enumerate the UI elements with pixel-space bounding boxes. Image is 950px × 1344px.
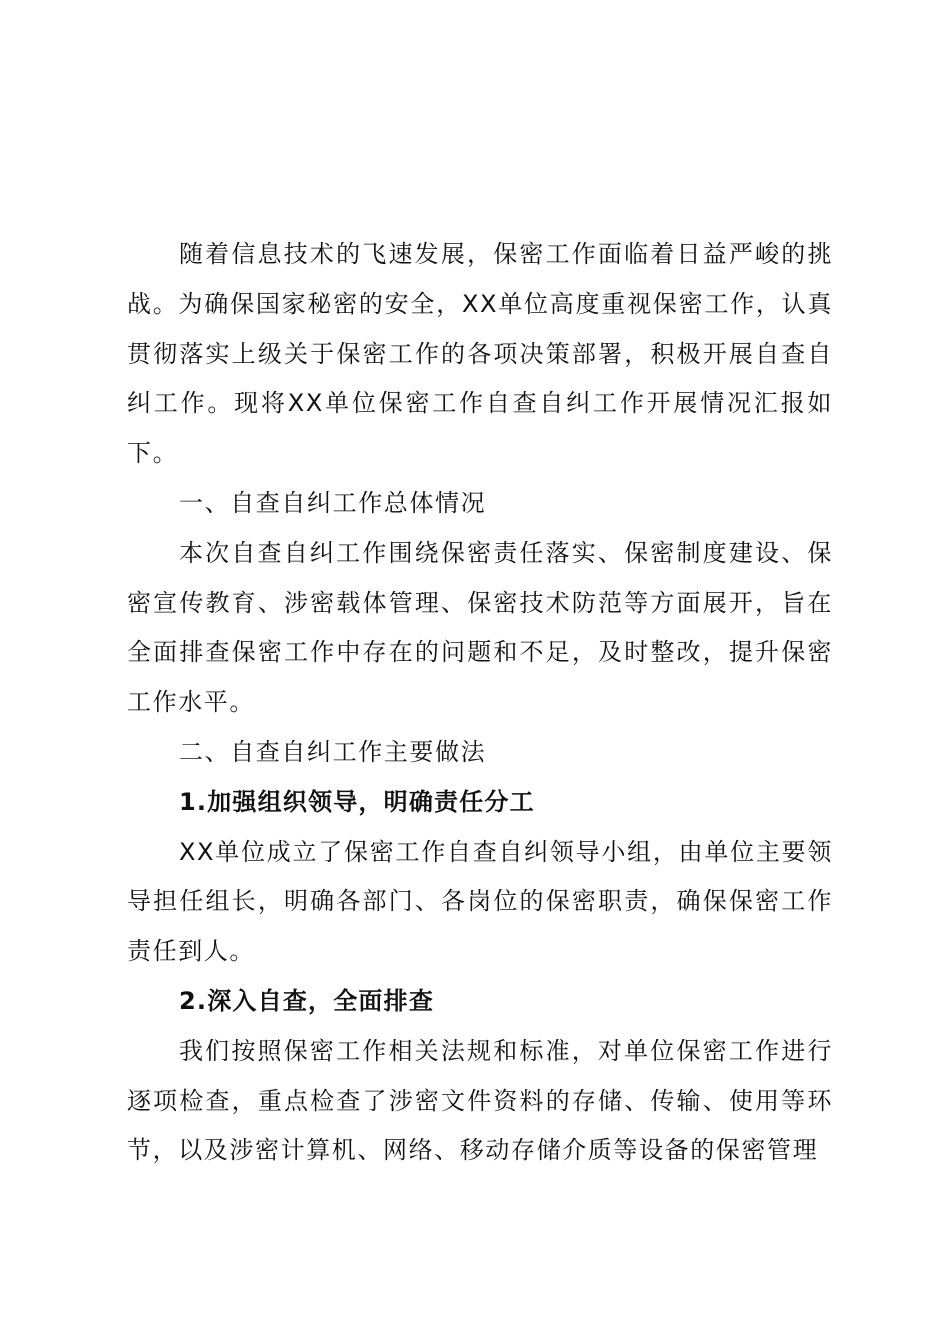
self-inspection-paragraph: 我们按照保密工作相关法规和标准，对单位保密工作进行逐项检查，重点检查了涉密文件资料的存储、传输、使用等环节，以及涉密计算机、网络、移动存储介质等设备的保密管理 <box>127 1036 833 1165</box>
overview-paragraph: 本次自查自纠工作围绕保密责任落实、保密制度建设、保密宣传教育、涉密载体管理、保密技术防范等方面展开，旨在全面排查保密工作中存在的问题和不足，及时整改，提升保密工作水平。 <box>127 538 833 717</box>
subheading-organization: 1.加强组织领导，明确责任分工 <box>179 787 535 816</box>
document-body <box>127 230 833 1176</box>
intro-paragraph: 随着信息技术的飞速发展，保密工作面临着日益严峻的挑战。为确保国家秘密的安全，XX单位高度重视保密工作，认真贯彻落实上级关于保密工作的各项决策部署，积极开展自查自纠工作。现将XX单位保密工作自查自纠工作开展情况汇报如下。 <box>127 240 833 468</box>
section-heading-overview: 一、自查自纠工作总体情况 <box>179 488 487 517</box>
organization-paragraph: XX单位成立了保密工作自查自纠领导小组，由单位主要领导担任组长，明确各部门、各岗位的保密职责，确保保密工作责任到人。 <box>127 837 833 966</box>
section-heading-methods: 二、自查自纠工作主要做法 <box>179 737 487 766</box>
subheading-self-inspection: 2.深入自查，全面排查 <box>179 986 435 1015</box>
